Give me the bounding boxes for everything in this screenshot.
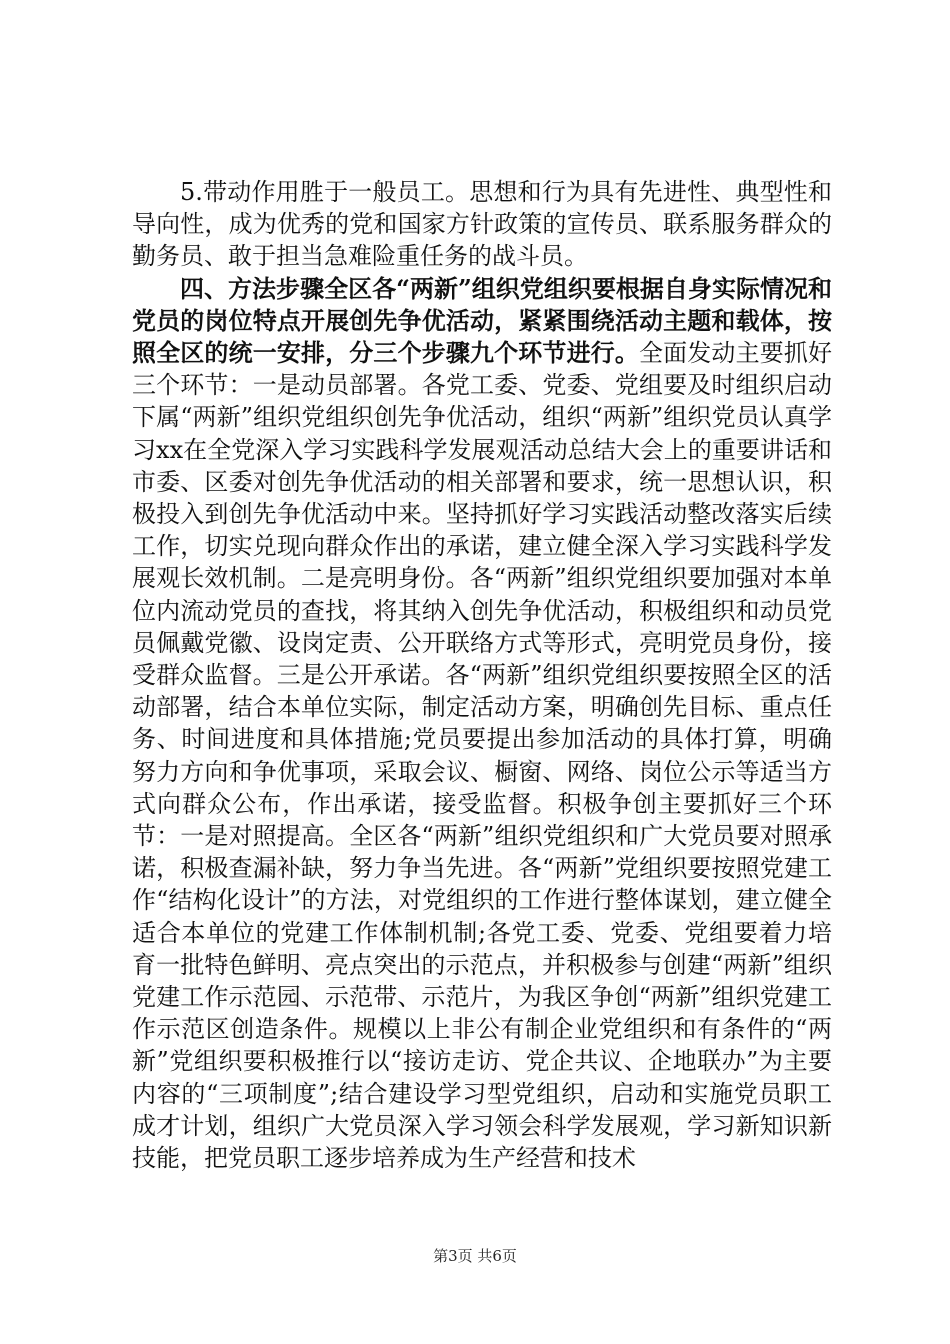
paragraph-2 bbox=[132, 273, 832, 1175]
page-footer bbox=[0, 1246, 950, 1266]
paragraph-2-text: 全面发动主要抓好三个环节：一是动员部署。各党工委、党委、党组要及时组织启动下属“两新”组织党组织创先争优活动，组织“两新”组织党员认真学习xx在全党深入学习实践科学发展观活动总结大会上的重要讲话和市委、区委对创先争优活动的相关部署和要求，统一思想认识，积极投入到创先争优活动中来。坚持抓好学习实践活动整改落实后续工作，切实兑现向群众作出的承诺，建立健全深入学习实践科学发展观长效机制。二是亮明身份。各“两新”组织党组织要加强对本单位内流动党员的查找，将其纳入创先争优活动，积极组织和动员党员佩戴党徽、设岗定责、公开联络方式等形式，亮明党员身份，接受群众监督。三是公开承诺。各“两新”组织党组织要按照全区的活动部署，结合本单位实际，制定活动方案，明确创先目标、重点任务、时间进度和具体措施;党员要提出参加活动的具体打算，明确努力方向和争优事项，采取会议、橱窗、网络、岗位公示等适当方式向群众公布，作出承诺，接受监督。积极争创主要抓好三个环节：一是对照提高。全区各“两新”组织党组织和广大党员要对照承诺，积极查漏补缺，努力争当先进。各“两新”党组织要按照党建工作“结构化设计”的方法，对党组织的工作进行整体谋划，建立健全适合本单位的党建工作体制机制;各党工委、党委、党组要着力培育一批特色鲜明、亮点突出的示范点，并积极参与创建“两新”组织党建工作示范园、示范带、示范片，为我区争创“两新”组织党建工作示范区创造条件。规模以上非公有制企业党组织和有条件的“两新”党组织要积极推行以“接访走访、党企共议、企地联办”为主要内容的“三项制度”;结合建设学习型党组织，启动和实施党员职工成才计划，组织广大党员深入学习领会科学发展观，学习新知识新技能，把党员职工逐步培养成为生产经营和技术 bbox=[132, 339, 832, 1173]
paragraph-1-text: 5.带动作用胜于一般员工。思想和行为具有先进性、典型性和导向性，成为优秀的党和国家方针政策的宣传员、联系服务群众的勤务员、敢于担当急难险重任务的战斗员。 bbox=[132, 178, 832, 271]
paragraph-1 bbox=[132, 176, 832, 273]
section-heading-lead: 四、方法步骤全区各“两新”组织党组织要根据自身实际情况和党员的岗位特点开展创先争优活动，紧紧围绕活动主题和载体，按照全区的统一安排，分三个步骤九个环节进行。 bbox=[132, 273, 832, 368]
document-body bbox=[132, 176, 832, 1174]
page-number-label: 第3页 共6页 bbox=[433, 1247, 517, 1265]
